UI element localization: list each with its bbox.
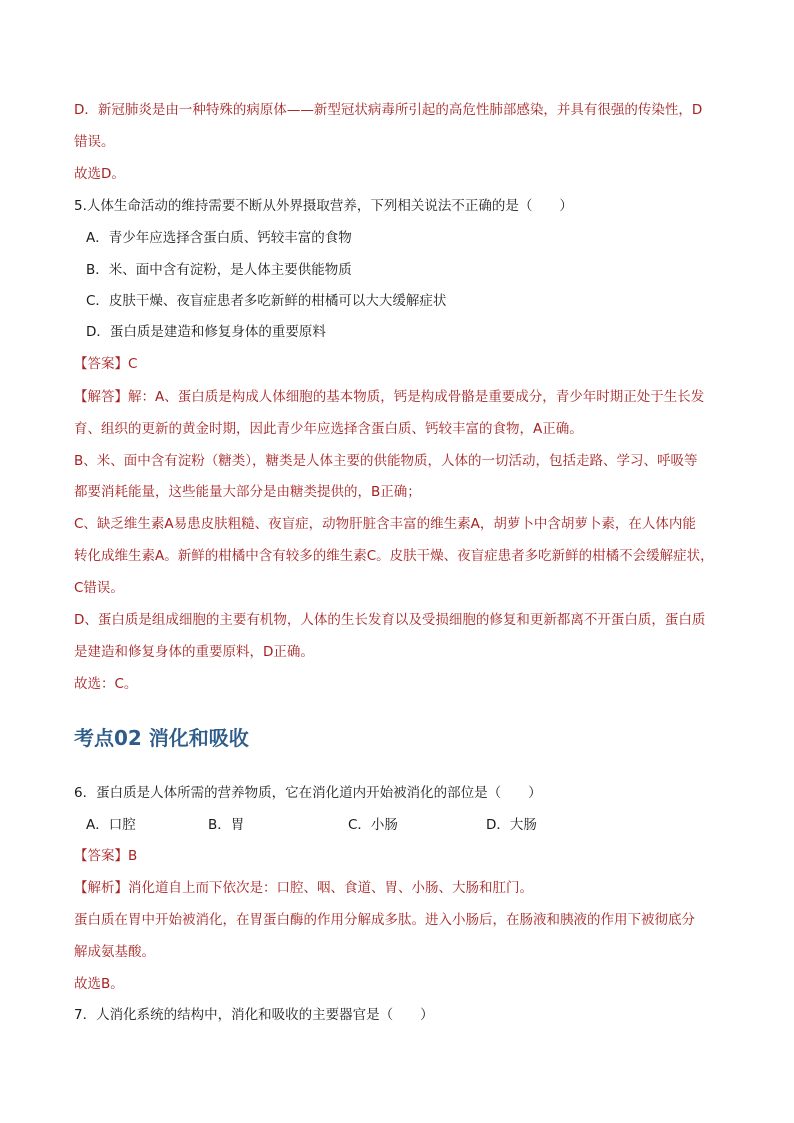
question-6-stem: 6．蛋白质是人体所需的营养物质，它在消化道内开始被消化的部位是（ ） xyxy=(74,785,542,801)
q5-option-a: A．青少年应选择含蛋白质、钙较丰富的食物 xyxy=(86,230,352,246)
q6-analysis-line: 蛋白质在胃中开始被消化，在胃蛋白酶的作用分解成多肽。进入小肠后，在肠液和胰液的作用下被彻底分 xyxy=(74,912,695,928)
q5-analysis-line: 育、组织的更新的黄金时期，因此青少年应选择含蛋白质、钙较丰富的食物，A正确。 xyxy=(74,421,583,437)
q5-option-b: B．米、面中含有淀粉，是人体主要供能物质 xyxy=(86,262,352,278)
q6-option-d: D．大肠 xyxy=(486,817,537,833)
q5-option-d: D．蛋白质是建造和修复身体的重要原料 xyxy=(86,324,326,340)
q6-conclusion: 故选B。 xyxy=(74,976,124,992)
q6-option-a: A．口腔 xyxy=(86,817,136,833)
q5-option-c: C．皮肤干燥、夜盲症患者多吃新鲜的柑橘可以大大缓解症状 xyxy=(86,293,447,309)
section-heading: 考点02 消化和吸收 xyxy=(74,726,249,750)
q5-analysis-line: 都要消耗能量，这些能量大部分是由糖类提供的，B正确； xyxy=(74,484,421,500)
q6-option-b: B．胃 xyxy=(208,817,245,833)
q6-answer: 【答案】B xyxy=(74,848,138,864)
question-7-stem: 7．人消化系统的结构中，消化和吸收的主要器官是（ ） xyxy=(74,1007,434,1023)
q5-analysis-line: C、缺乏维生素A易患皮肤粗糙、夜盲症，动物肝脏含丰富的维生素A，胡萝卜中含胡萝卜素，在人体内能 xyxy=(74,516,696,532)
q6-analysis-line: 【解析】消化道自上而下依次是：口腔、咽、食道、胃、小肠、大肠和肛门。 xyxy=(74,880,533,896)
conclusion-line: 故选D。 xyxy=(74,166,125,182)
q6-analysis-line: 解成氨基酸。 xyxy=(74,944,155,960)
q6-option-c: C．小肠 xyxy=(348,817,398,833)
q5-analysis-line: 转化成维生素A。新鲜的柑橘中含有较多的维生素C。皮肤干燥、夜盲症患者多吃新鲜的柑橘不会缓解症状， xyxy=(74,548,714,564)
q5-analysis-line: 【解答】解：A、蛋白质是构成人体细胞的基本物质，钙是构成骨骼是重要成分，青少年时期正处于生长发 xyxy=(74,389,705,405)
question-5-stem: 5.人体生命活动的维持需要不断从外界摄取营养，下列相关说法不正确的是（ ） xyxy=(74,198,573,214)
q5-conclusion: 故选：C。 xyxy=(74,676,138,692)
analysis-line: D．新冠肺炎是由一种特殊的病原体——新型冠状病毒所引起的高危性肺部感染，并具有很强的传染性，D xyxy=(74,102,703,118)
analysis-line: 错误。 xyxy=(74,134,115,150)
q5-answer: 【答案】C xyxy=(74,356,138,372)
q5-analysis-line: D、蛋白质是组成细胞的主要有机物，人体的生长发育以及受损细胞的修复和更新都离不开蛋白质，蛋白质 xyxy=(74,612,706,628)
q6-options-row xyxy=(86,815,646,835)
q5-analysis-line: B、米、面中含有淀粉（糖类），糖类是人体主要的供能物质，人体的一切活动，包括走路、学习、呼吸等 xyxy=(74,453,698,469)
q5-analysis-line: C错误。 xyxy=(74,580,124,596)
q5-analysis-line: 是建造和修复身体的重要原料，D正确。 xyxy=(74,644,314,660)
